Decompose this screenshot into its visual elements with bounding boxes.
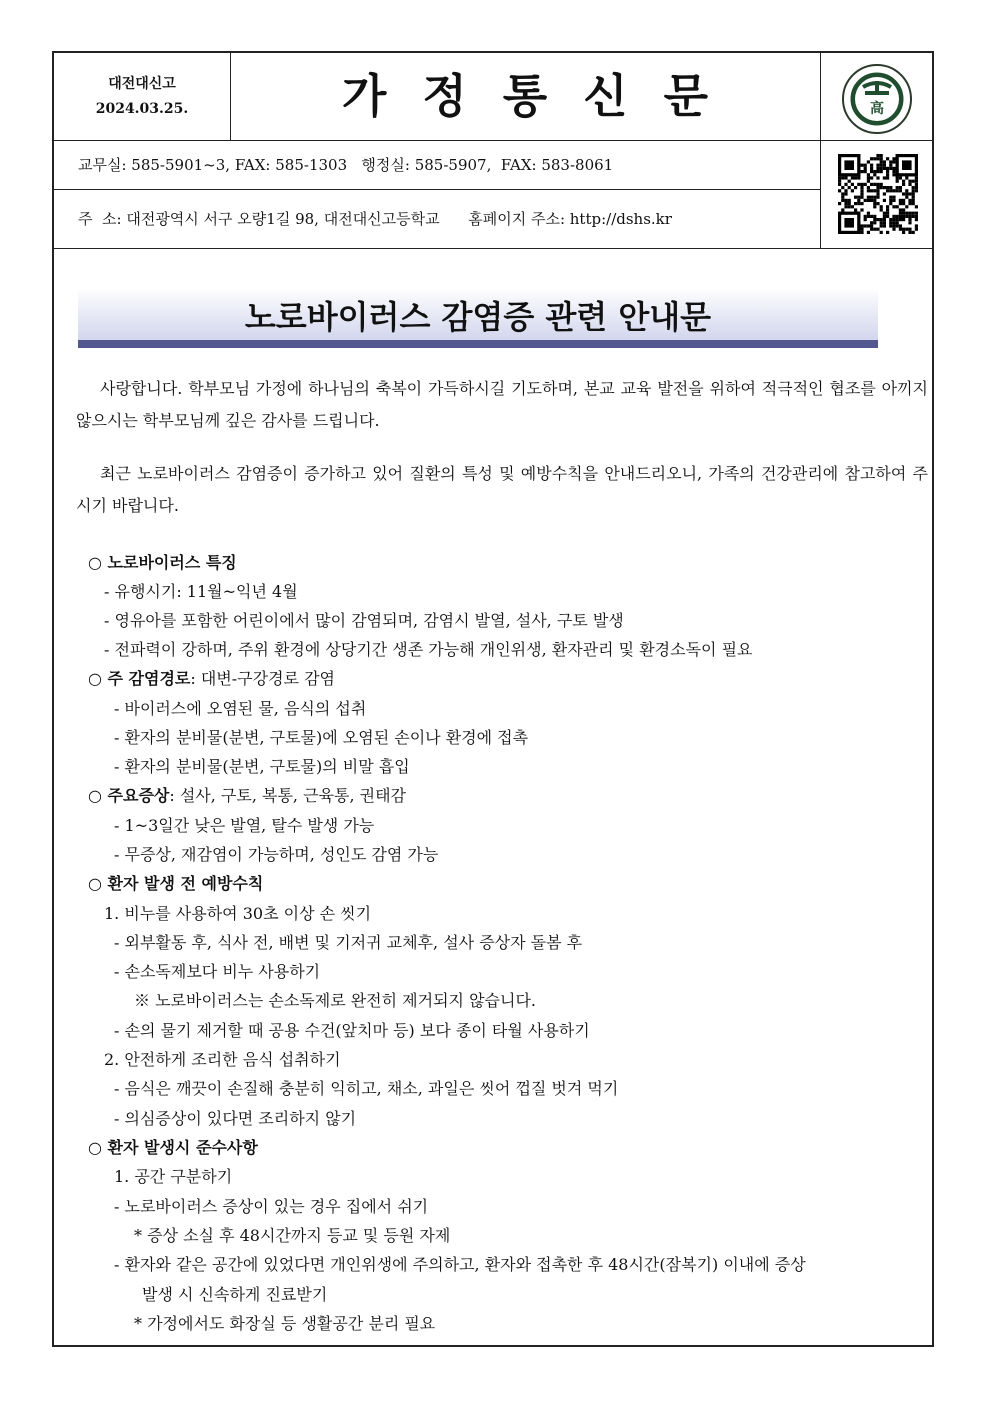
line-text: - 외부활동 후, 식사 전, 배변 및 기저귀 교체후, 설사 증상자 돌봄 후 [114, 933, 583, 952]
guideline-line [114, 1020, 590, 1042]
guideline-line [114, 815, 374, 837]
guideline-line [88, 552, 237, 574]
guideline-line [114, 756, 410, 778]
guideline-line [104, 581, 298, 603]
letterhead [54, 53, 932, 249]
line-text: - 음식은 깨끗이 손질해 충분히 익히고, 채소, 과일은 씻어 껍질 벗겨 먹기 [114, 1079, 619, 1098]
purpose-paragraph: 최근 노로바이러스 감염증이 증가하고 있어 질환의 특성 및 예방수칙을 안내드리오니, 가족의 건강관리에 참고하여 주시기 바랍니다. [76, 464, 928, 515]
line-text: 발생 시 신속하게 진료받기 [142, 1285, 328, 1304]
section-heading: ○ 주 감염경로 [88, 669, 191, 688]
line-text: : 설사, 구토, 복통, 근육통, 권태감 [169, 786, 406, 805]
guideline-line [114, 698, 366, 720]
school-date-cell [54, 53, 231, 140]
guideline-line [134, 1225, 450, 1247]
line-text: - 1~3일간 낮은 발열, 탈수 발생 가능 [114, 816, 375, 835]
guideline-line [114, 1254, 806, 1276]
line-text: : 대변-구강경로 감염 [190, 669, 336, 688]
line-text: - 유행시기: 11월~익년 4월 [104, 582, 298, 601]
guideline-line [114, 932, 582, 954]
line-text: - 환자의 분비물(분변, 구토물)에 오염된 손이나 환경에 접촉 [114, 728, 529, 747]
guideline-line [114, 844, 438, 866]
guideline-line [104, 903, 371, 925]
qr-code-icon [838, 154, 918, 234]
line-text: - 환자의 분비물(분변, 구토물)의 비말 흡입 [114, 757, 410, 776]
guideline-line [114, 727, 528, 749]
line-text: - 손소독제보다 비누 사용하기 [114, 962, 321, 981]
guideline-line [134, 1313, 435, 1335]
line-text: 1. 공간 구분하기 [114, 1167, 233, 1186]
section-heading: ○ 주요증상 [88, 786, 170, 805]
greeting-paragraph: 사랑합니다. 학부모님 가정에 하나님의 축복이 가득하시길 기도하며, 본교 교육 발전을 위하여 적극적인 협조를 아끼지 않으시는 학부모님께 깊은 감사를 드립니다. [76, 379, 928, 430]
guideline-line [114, 1108, 356, 1130]
banner-underline [78, 340, 878, 348]
issue-date: 2024.03.25. [95, 101, 189, 117]
school-name: 대전대신고 [108, 76, 176, 92]
line-text: - 의심증상이 있다면 조리하지 않기 [114, 1109, 357, 1128]
document-title: 가정통신문 [341, 69, 745, 123]
school-logo-icon [841, 63, 913, 135]
line-text: ※ 노로바이러스는 손소독제로 완전히 제거되지 않습니다. [134, 991, 537, 1010]
guideline-line [104, 610, 624, 632]
qr-cell [820, 140, 935, 248]
line-text: - 전파력이 강하며, 주위 환경에 상당기간 생존 가능해 개인위생, 환자관리 및 환경소독이 필요 [104, 640, 753, 659]
guideline-line [88, 1137, 258, 1159]
line-text: - 손의 물기 제거할 때 공용 수건(앞치마 등) 보다 종이 타월 사용하기 [114, 1021, 590, 1040]
guideline-line [88, 668, 335, 690]
document-frame [52, 51, 934, 1347]
contact-phones: 교무실: 585-5901~3, FAX: 585-1303 행정실: 585-5907, FAX: 583-8061 [54, 140, 820, 190]
line-text: - 무증상, 재감염이 가능하며, 성인도 감염 가능 [114, 845, 439, 864]
notice-title-banner [78, 288, 878, 348]
notice-title: 노로바이러스 감염증 관련 안내문 [244, 298, 712, 336]
guideline-line [104, 639, 752, 661]
guideline-line [114, 1078, 618, 1100]
line-text: - 영유아를 포함한 어린이에서 많이 감염되며, 감염시 발열, 설사, 구토 발생 [104, 611, 624, 630]
guideline-line [88, 785, 406, 807]
line-text: 1. 비누를 사용하여 30초 이상 손 씻기 [104, 904, 372, 923]
line-text: * 증상 소실 후 48시간까지 등교 및 등원 자제 [134, 1226, 451, 1245]
letterhead-top-row [54, 53, 932, 141]
line-text: - 바이러스에 오염된 물, 음식의 섭취 [114, 699, 367, 718]
line-text: * 가정에서도 화장실 등 생활공간 분리 필요 [134, 1314, 436, 1333]
guideline-line [114, 1196, 428, 1218]
guideline-line [114, 961, 320, 983]
guideline-line [134, 990, 536, 1012]
line-text: - 환자와 같은 공간에 있었다면 개인위생에 주의하고, 환자와 접촉한 후 48시간(잠복기) 이내에 증상 [114, 1255, 806, 1274]
logo-cell [820, 53, 935, 140]
line-text: 2. 안전하게 조리한 음식 섭취하기 [104, 1050, 341, 1069]
section-heading: ○ 환자 발생 전 예방수칙 [88, 874, 264, 893]
guideline-line [114, 1166, 232, 1188]
section-heading: ○ 노로바이러스 특징 [88, 553, 237, 572]
line-text: - 노로바이러스 증상이 있는 경우 집에서 쉬기 [114, 1197, 429, 1216]
section-heading: ○ 환자 발생시 준수사항 [88, 1138, 258, 1157]
guideline-line [88, 873, 263, 895]
contact-address: 주 소: 대전광역시 서구 오량1길 98, 대전대신고등학교 홈페이지 주소: http://dshs.kr [78, 210, 672, 228]
guideline-line [142, 1284, 327, 1306]
guideline-line [104, 1049, 341, 1071]
logo-glyph: 高 [870, 101, 884, 117]
